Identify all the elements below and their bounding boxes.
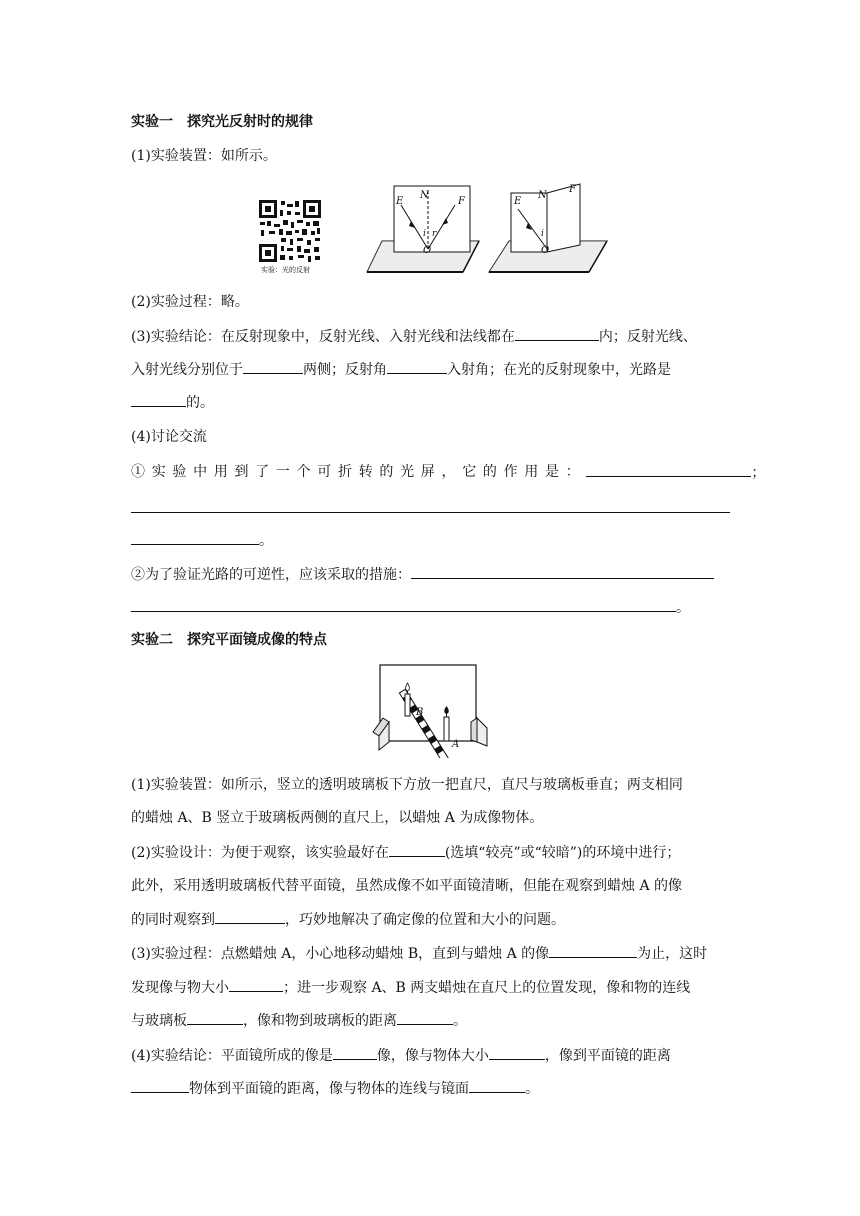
- conclusion-text-2: 内；反射光线、: [598, 329, 697, 345]
- fig2-label-O: O: [541, 245, 550, 256]
- exp2-apparatus-line2: 的蜡烛 A、B 竖立于玻璃板两侧的直尺上，以蜡烛 A 为成像物体。: [131, 810, 544, 826]
- blank-perpendicular[interactable]: [187, 1010, 243, 1025]
- fig1-label-r: r: [432, 229, 437, 239]
- exp2-design-line3: [131, 909, 731, 930]
- exp1-apparatus: (1)实验装置：如所示。: [131, 148, 277, 164]
- exp1-conclusion-line2: [131, 359, 731, 380]
- conclusion-text-1: (3)实验结论：在反射现象中，反射光线、入射光线和法线都在: [131, 329, 515, 345]
- process-text-6: ，像和物到玻璃板的距离: [243, 1013, 397, 1029]
- blank-path[interactable]: [131, 392, 186, 407]
- question2-line: [131, 564, 731, 585]
- question2-end-line: [131, 597, 731, 618]
- question1-text: ①实验中用到了一个可折转的光屏，它的作用是：: [131, 464, 587, 480]
- exp2-conclusion-text-5: 。: [525, 1081, 539, 1097]
- exp2-process-line1: [131, 943, 731, 964]
- design-text-1: (2)实验设计：为便于观察，该实验最好在: [131, 845, 389, 861]
- blank-q1-b[interactable]: [131, 512, 730, 513]
- fig1-label-i: i: [423, 229, 426, 239]
- blank-q2-a[interactable]: [411, 564, 714, 579]
- fig2-label-i: i: [541, 229, 544, 239]
- fig2-label-F: F: [569, 184, 576, 195]
- conclusion-text-4: 两侧；反射角: [303, 362, 387, 378]
- exp2-conclusion-line2: [131, 1078, 731, 1099]
- blank-plane[interactable]: [515, 326, 599, 341]
- blank-image-size[interactable]: [489, 1045, 545, 1060]
- blank-observe[interactable]: [215, 909, 285, 924]
- blank-angle[interactable]: [387, 359, 447, 374]
- conclusion-text-5: 入射角；在光的反射现象中，光路是: [447, 362, 671, 378]
- blank-image-type[interactable]: [333, 1045, 377, 1060]
- blank-q1-a[interactable]: [586, 462, 751, 477]
- fig1-label-E: E: [396, 196, 404, 207]
- exp2-conclusion-text-3: ，像到平面镜的距离: [544, 1048, 671, 1064]
- fig1-label-N: N: [420, 190, 429, 201]
- design-text-2: (选填“较亮”或“较暗”)的环境中进行；: [444, 845, 681, 861]
- process-text-3: 发现像与物大小: [131, 980, 229, 996]
- exp2-process-line2: [131, 977, 731, 998]
- fig2-label-N: N: [538, 190, 547, 201]
- exp2-conclusion-line1: [131, 1045, 731, 1066]
- question2-period: 。: [676, 600, 690, 616]
- question1-end-line: [131, 530, 731, 551]
- question1-semicolon: ；: [751, 465, 766, 481]
- label-candle-A: A: [452, 739, 460, 750]
- label-candle-B: B: [416, 707, 424, 718]
- exp1-discussion: (4)讨论交流: [131, 429, 207, 445]
- process-text-2: 为止，这时: [637, 946, 708, 962]
- fig2-label-E: E: [514, 196, 522, 207]
- process-text-5: 与玻璃板: [131, 1013, 187, 1029]
- conclusion-text-6: 的。: [186, 395, 214, 411]
- design-text-4: ，巧妙地解决了确定像的位置和大小的问题。: [285, 912, 565, 928]
- question1-line: [131, 462, 766, 483]
- exp1-title: 实验一 探究光反射时的规律: [131, 114, 313, 130]
- fig1-label-F: F: [458, 196, 465, 207]
- question2-text: ②为了验证光路的可逆性，应该采取的措施：: [131, 567, 411, 583]
- fig1-label-O: O: [423, 245, 432, 256]
- blank-q2-b[interactable]: [131, 597, 676, 612]
- exp2-conclusion-text-4: 物体到平面镜的距离，像与物体的连线与镜面: [189, 1081, 469, 1097]
- exp1-process: (2)实验过程：略。: [131, 294, 249, 310]
- qr-caption: 实验：光的反射: [261, 266, 310, 274]
- blank-mirror-line[interactable]: [469, 1078, 525, 1093]
- exp1-conclusion-line3: [131, 392, 731, 413]
- exp2-title: 实验二 探究平面镜成像的特点: [131, 632, 327, 648]
- blank-image-distance[interactable]: [131, 1078, 189, 1093]
- blank-sides[interactable]: [243, 359, 303, 374]
- conclusion-text-3: 入射光线分别位于: [131, 362, 243, 378]
- exp2-process-line3: [131, 1010, 731, 1031]
- question1-period: 。: [259, 533, 273, 549]
- process-text-7: 。: [453, 1013, 467, 1029]
- blank-q1-c[interactable]: [131, 530, 259, 545]
- exp1-conclusion-line1: [131, 326, 731, 347]
- exp2-design-line2: 此外，采用透明玻璃板代替平面镜，虽然成像不如平面镜清晰，但能在观察到蜡烛 A 的像: [131, 878, 683, 894]
- blank-size[interactable]: [229, 977, 283, 992]
- process-text-1: (3)实验过程：点燃蜡烛 A，小心地移动蜡烛 B，直到与蜡烛 A 的像: [131, 946, 550, 962]
- exp2-conclusion-text-1: (4)实验结论：平面镜所成的像是: [131, 1048, 333, 1064]
- blank-distance[interactable]: [397, 1010, 453, 1025]
- process-text-4: ；进一步观察 A、B 两支蜡烛在直尺上的位置发现，像和物的连线: [283, 980, 691, 996]
- exp2-design-line1: [131, 842, 731, 863]
- plane-mirror-figure: [371, 662, 491, 758]
- exp2-conclusion-text-2: 像，像与物体大小: [376, 1048, 489, 1064]
- reflection-figure-folded: [486, 183, 608, 275]
- design-text-3: 的同时观察到: [131, 912, 215, 928]
- blank-brightness[interactable]: [389, 842, 445, 857]
- exp2-apparatus-line1: (1)实验装置：如所示，竖立的透明玻璃板下方放一把直尺，直尺与玻璃板垂直；两支相同: [131, 777, 683, 793]
- blank-coincide[interactable]: [549, 943, 637, 958]
